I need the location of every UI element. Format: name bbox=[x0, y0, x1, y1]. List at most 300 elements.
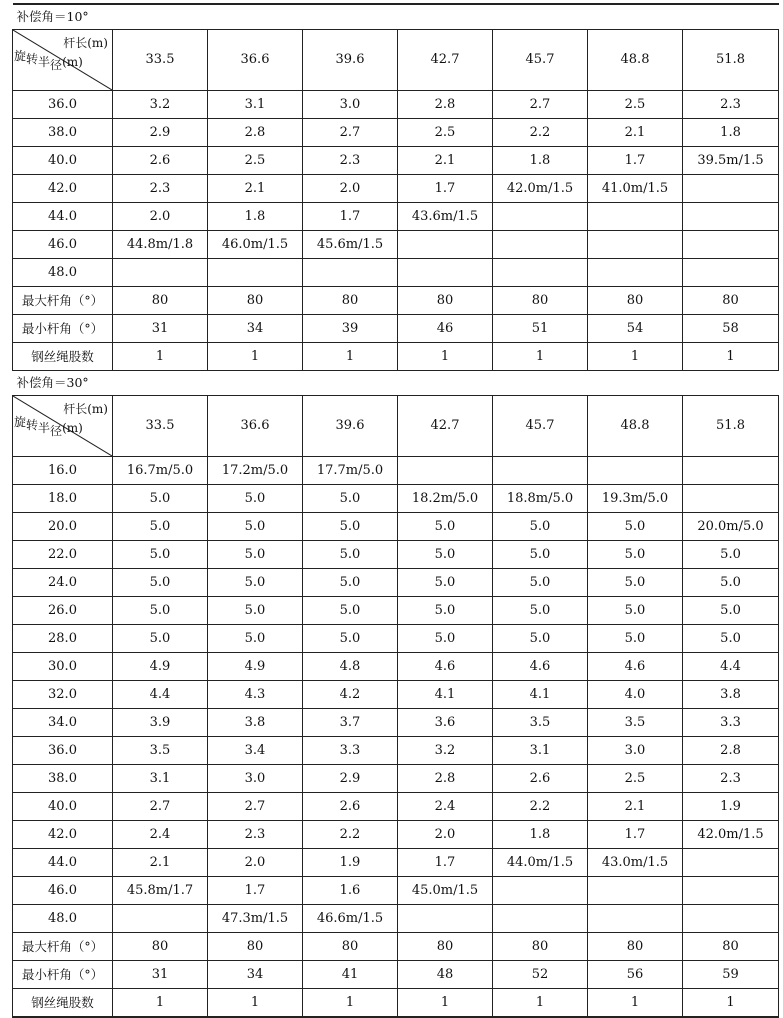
load-cell: 3.5 bbox=[493, 709, 588, 737]
load-cell: 2.6 bbox=[303, 793, 398, 821]
load-cell: 2.8 bbox=[208, 119, 303, 147]
footer-value: 80 bbox=[493, 287, 588, 315]
pole-length-header: 45.7 bbox=[493, 30, 588, 91]
load-cell bbox=[683, 485, 779, 513]
load-cell bbox=[113, 905, 208, 933]
footer-row bbox=[13, 315, 779, 343]
load-cell: 2.0 bbox=[398, 821, 493, 849]
pole-length-header: 51.8 bbox=[683, 396, 779, 457]
load-cell: 3.7 bbox=[303, 709, 398, 737]
load-cell bbox=[588, 231, 683, 259]
load-cell: 3.1 bbox=[113, 765, 208, 793]
load-cell bbox=[493, 259, 588, 287]
footer-value: 41 bbox=[303, 961, 398, 989]
load-cell: 17.7m/5.0 bbox=[303, 457, 398, 485]
load-cell bbox=[493, 877, 588, 905]
footer-value: 80 bbox=[208, 933, 303, 961]
load-cell: 2.2 bbox=[493, 793, 588, 821]
load-cell: 5.0 bbox=[303, 625, 398, 653]
load-cell: 19.3m/5.0 bbox=[588, 485, 683, 513]
footer-value: 1 bbox=[208, 989, 303, 1018]
footer-value: 80 bbox=[588, 287, 683, 315]
footer-value: 80 bbox=[113, 287, 208, 315]
pole-length-header-row bbox=[13, 396, 779, 457]
pole-length-header: 42.7 bbox=[398, 396, 493, 457]
load-cell bbox=[493, 203, 588, 231]
load-cell bbox=[398, 457, 493, 485]
load-cell: 3.6 bbox=[398, 709, 493, 737]
load-cell: 5.0 bbox=[303, 569, 398, 597]
footer-value: 39 bbox=[303, 315, 398, 343]
load-cell: 1.8 bbox=[683, 119, 779, 147]
footer-value: 48 bbox=[398, 961, 493, 989]
rotation-radius-char: 径 bbox=[50, 424, 63, 438]
load-cell: 5.0 bbox=[493, 569, 588, 597]
load-cell: 1.7 bbox=[208, 877, 303, 905]
table-row bbox=[13, 485, 779, 513]
load-cell: 2.9 bbox=[303, 765, 398, 793]
load-cell: 5.0 bbox=[683, 569, 779, 597]
load-cell: 4.6 bbox=[588, 653, 683, 681]
pole-length-header: 39.6 bbox=[303, 396, 398, 457]
load-cell: 4.3 bbox=[208, 681, 303, 709]
load-cell: 3.5 bbox=[113, 737, 208, 765]
load-cell bbox=[683, 203, 779, 231]
rotation-radius-cell: 24.0 bbox=[13, 569, 113, 597]
load-cell: 18.8m/5.0 bbox=[493, 485, 588, 513]
load-cell: 4.0 bbox=[588, 681, 683, 709]
load-cell: 1.7 bbox=[303, 203, 398, 231]
diagonal-header-cell bbox=[13, 396, 113, 457]
table-row bbox=[13, 147, 779, 175]
load-cell: 5.0 bbox=[113, 513, 208, 541]
footer-value: 1 bbox=[113, 343, 208, 371]
footer-value: 46 bbox=[398, 315, 493, 343]
footer-label: 最小杆角（°） bbox=[13, 961, 113, 989]
load-cell: 4.8 bbox=[303, 653, 398, 681]
load-cell: 2.4 bbox=[113, 821, 208, 849]
load-cell: 5.0 bbox=[208, 513, 303, 541]
load-cell: 41.0m/1.5 bbox=[588, 175, 683, 203]
table-row bbox=[13, 569, 779, 597]
rotation-radius-cell: 32.0 bbox=[13, 681, 113, 709]
rotation-radius-cell: 18.0 bbox=[13, 485, 113, 513]
load-cell: 3.8 bbox=[208, 709, 303, 737]
footer-value: 80 bbox=[113, 933, 208, 961]
load-cell bbox=[493, 457, 588, 485]
load-cell: 4.2 bbox=[303, 681, 398, 709]
load-cell bbox=[588, 203, 683, 231]
rotation-radius-cell: 36.0 bbox=[13, 737, 113, 765]
footer-row bbox=[13, 343, 779, 371]
load-cell: 2.7 bbox=[493, 91, 588, 119]
load-cell: 2.3 bbox=[303, 147, 398, 175]
footer-value: 52 bbox=[493, 961, 588, 989]
footer-value: 1 bbox=[493, 343, 588, 371]
load-cell: 5.0 bbox=[683, 625, 779, 653]
rotation-radius-char: 旋 bbox=[14, 415, 27, 429]
load-cell: 3.3 bbox=[303, 737, 398, 765]
load-cell: 2.3 bbox=[683, 765, 779, 793]
load-cell: 3.2 bbox=[398, 737, 493, 765]
load-cell bbox=[398, 905, 493, 933]
load-cell: 2.1 bbox=[588, 793, 683, 821]
footer-value: 51 bbox=[493, 315, 588, 343]
footer-value: 80 bbox=[303, 287, 398, 315]
load-cell bbox=[588, 457, 683, 485]
footer-value: 1 bbox=[493, 989, 588, 1018]
footer-value: 34 bbox=[208, 961, 303, 989]
table-row bbox=[13, 905, 779, 933]
load-cell bbox=[588, 877, 683, 905]
load-cell: 1.9 bbox=[303, 849, 398, 877]
table-row bbox=[13, 821, 779, 849]
load-cell: 3.0 bbox=[208, 765, 303, 793]
pole-length-header: 51.8 bbox=[683, 30, 779, 91]
load-cell: 1.7 bbox=[398, 175, 493, 203]
load-cell: 5.0 bbox=[398, 597, 493, 625]
load-cell: 5.0 bbox=[113, 625, 208, 653]
pole-length-header: 39.6 bbox=[303, 30, 398, 91]
load-cell bbox=[493, 231, 588, 259]
load-cell: 3.2 bbox=[113, 91, 208, 119]
load-cell: 4.9 bbox=[208, 653, 303, 681]
footer-value: 1 bbox=[303, 343, 398, 371]
load-cell: 2.1 bbox=[588, 119, 683, 147]
load-cell: 1.8 bbox=[493, 821, 588, 849]
load-cell: 2.0 bbox=[208, 849, 303, 877]
load-cell: 43.6m/1.5 bbox=[398, 203, 493, 231]
footer-value: 1 bbox=[398, 989, 493, 1018]
load-cell: 5.0 bbox=[683, 597, 779, 625]
load-cell: 2.1 bbox=[113, 849, 208, 877]
load-cell bbox=[683, 457, 779, 485]
load-cell: 2.5 bbox=[588, 91, 683, 119]
load-cell: 42.0m/1.5 bbox=[493, 175, 588, 203]
load-cell: 5.0 bbox=[113, 541, 208, 569]
load-cell: 2.3 bbox=[113, 175, 208, 203]
load-cell bbox=[303, 259, 398, 287]
load-cell: 5.0 bbox=[493, 597, 588, 625]
load-cell: 5.0 bbox=[208, 541, 303, 569]
load-cell bbox=[113, 259, 208, 287]
pole-length-header: 48.8 bbox=[588, 30, 683, 91]
load-cell: 3.3 bbox=[683, 709, 779, 737]
rotation-radius-cell: 40.0 bbox=[13, 793, 113, 821]
load-cell: 2.6 bbox=[493, 765, 588, 793]
load-cell: 1.6 bbox=[303, 877, 398, 905]
load-cell: 5.0 bbox=[493, 625, 588, 653]
load-cell: 3.0 bbox=[588, 737, 683, 765]
load-cell: 5.0 bbox=[113, 485, 208, 513]
rotation-radius-label bbox=[14, 415, 83, 438]
load-cell bbox=[683, 877, 779, 905]
load-cell: 1.9 bbox=[683, 793, 779, 821]
load-cell: 3.4 bbox=[208, 737, 303, 765]
rotation-radius-char: 半 bbox=[38, 421, 51, 435]
table-row bbox=[13, 681, 779, 709]
load-cell bbox=[398, 231, 493, 259]
footer-value: 80 bbox=[683, 933, 779, 961]
load-cell: 5.0 bbox=[303, 485, 398, 513]
rotation-radius-cell: 40.0 bbox=[13, 147, 113, 175]
load-cell: 5.0 bbox=[398, 569, 493, 597]
load-cell: 2.3 bbox=[683, 91, 779, 119]
load-cell: 4.4 bbox=[683, 653, 779, 681]
rotation-radius-cell: 46.0 bbox=[13, 231, 113, 259]
load-cell bbox=[683, 849, 779, 877]
load-cell: 5.0 bbox=[493, 513, 588, 541]
load-cell: 4.1 bbox=[398, 681, 493, 709]
rotation-radius-cell: 38.0 bbox=[13, 119, 113, 147]
load-cell: 4.6 bbox=[398, 653, 493, 681]
load-cell: 5.0 bbox=[398, 513, 493, 541]
footer-row bbox=[13, 961, 779, 989]
load-cell: 5.0 bbox=[398, 541, 493, 569]
load-cell bbox=[398, 259, 493, 287]
load-cell: 5.0 bbox=[113, 597, 208, 625]
load-cell: 39.5m/1.5 bbox=[683, 147, 779, 175]
table-row bbox=[13, 625, 779, 653]
load-cell: 17.2m/5.0 bbox=[208, 457, 303, 485]
load-cell: 45.6m/1.5 bbox=[303, 231, 398, 259]
footer-value: 1 bbox=[398, 343, 493, 371]
footer-value: 80 bbox=[588, 933, 683, 961]
footer-value: 56 bbox=[588, 961, 683, 989]
footer-value: 31 bbox=[113, 961, 208, 989]
load-cell: 43.0m/1.5 bbox=[588, 849, 683, 877]
load-cell: 5.0 bbox=[303, 541, 398, 569]
load-cell: 2.2 bbox=[303, 821, 398, 849]
load-cell: 4.6 bbox=[493, 653, 588, 681]
load-cell: 2.1 bbox=[398, 147, 493, 175]
footer-value: 80 bbox=[208, 287, 303, 315]
rotation-radius-cell: 44.0 bbox=[13, 849, 113, 877]
rotation-radius-unit: (m) bbox=[62, 55, 83, 69]
rotation-radius-cell: 34.0 bbox=[13, 709, 113, 737]
footer-value: 1 bbox=[303, 989, 398, 1018]
pole-length-label: 杆长(m) bbox=[63, 402, 108, 416]
table-row bbox=[13, 653, 779, 681]
load-cell: 18.2m/5.0 bbox=[398, 485, 493, 513]
rotation-radius-cell: 36.0 bbox=[13, 91, 113, 119]
load-cell bbox=[588, 259, 683, 287]
rotation-radius-cell: 38.0 bbox=[13, 765, 113, 793]
load-cell bbox=[683, 175, 779, 203]
pole-length-header: 48.8 bbox=[588, 396, 683, 457]
section-caption-row bbox=[13, 4, 779, 30]
footer-label: 最大杆角（°） bbox=[13, 933, 113, 961]
load-cell: 2.7 bbox=[208, 793, 303, 821]
pole-length-header: 33.5 bbox=[113, 30, 208, 91]
load-cell: 1.8 bbox=[208, 203, 303, 231]
footer-value: 31 bbox=[113, 315, 208, 343]
rotation-radius-char: 半 bbox=[38, 55, 51, 69]
load-cell: 3.1 bbox=[208, 91, 303, 119]
table-row bbox=[13, 119, 779, 147]
load-cell bbox=[493, 905, 588, 933]
load-cell bbox=[683, 905, 779, 933]
rotation-radius-unit: (m) bbox=[62, 421, 83, 435]
load-cell: 4.4 bbox=[113, 681, 208, 709]
footer-value: 1 bbox=[683, 343, 779, 371]
footer-row bbox=[13, 933, 779, 961]
footer-value: 80 bbox=[493, 933, 588, 961]
footer-row bbox=[13, 287, 779, 315]
pole-length-header: 42.7 bbox=[398, 30, 493, 91]
load-cell: 45.8m/1.7 bbox=[113, 877, 208, 905]
pole-length-label: 杆长(m) bbox=[63, 36, 108, 50]
load-cell: 2.9 bbox=[113, 119, 208, 147]
footer-label: 钢丝绳股数 bbox=[13, 989, 113, 1018]
table-row bbox=[13, 737, 779, 765]
footer-label: 钢丝绳股数 bbox=[13, 343, 113, 371]
rotation-radius-cell: 28.0 bbox=[13, 625, 113, 653]
footer-value: 1 bbox=[208, 343, 303, 371]
load-cell: 2.8 bbox=[398, 91, 493, 119]
load-cell: 5.0 bbox=[398, 625, 493, 653]
load-cell: 5.0 bbox=[588, 513, 683, 541]
rotation-radius-label bbox=[14, 49, 83, 72]
rotation-radius-char: 旋 bbox=[14, 49, 27, 63]
load-cell: 5.0 bbox=[208, 485, 303, 513]
rotation-radius-cell: 42.0 bbox=[13, 821, 113, 849]
pole-length-header-row bbox=[13, 30, 779, 91]
rotation-radius-cell: 46.0 bbox=[13, 877, 113, 905]
load-cell: 44.0m/1.5 bbox=[493, 849, 588, 877]
rotation-radius-char: 径 bbox=[50, 58, 63, 72]
load-cell: 1.7 bbox=[588, 147, 683, 175]
load-cell: 2.5 bbox=[398, 119, 493, 147]
load-cell: 1.7 bbox=[398, 849, 493, 877]
footer-value: 59 bbox=[683, 961, 779, 989]
load-cell: 3.8 bbox=[683, 681, 779, 709]
load-cell: 2.3 bbox=[208, 821, 303, 849]
load-cell: 47.3m/1.5 bbox=[208, 905, 303, 933]
load-cell: 3.1 bbox=[493, 737, 588, 765]
load-cell: 5.0 bbox=[113, 569, 208, 597]
rotation-radius-char: 转 bbox=[26, 52, 39, 66]
rotation-radius-cell: 48.0 bbox=[13, 259, 113, 287]
load-chart-table bbox=[12, 3, 779, 1018]
table-row bbox=[13, 541, 779, 569]
load-cell: 2.5 bbox=[208, 147, 303, 175]
load-cell: 2.7 bbox=[303, 119, 398, 147]
table-row bbox=[13, 513, 779, 541]
table-row bbox=[13, 793, 779, 821]
load-cell: 5.0 bbox=[588, 541, 683, 569]
load-chart-sheet bbox=[12, 3, 778, 1018]
footer-value: 80 bbox=[398, 933, 493, 961]
rotation-radius-cell: 16.0 bbox=[13, 457, 113, 485]
load-cell bbox=[588, 905, 683, 933]
load-cell bbox=[683, 259, 779, 287]
load-cell: 5.0 bbox=[588, 569, 683, 597]
load-cell: 5.0 bbox=[588, 597, 683, 625]
load-cell: 5.0 bbox=[303, 513, 398, 541]
rotation-radius-cell: 42.0 bbox=[13, 175, 113, 203]
table-row bbox=[13, 877, 779, 905]
footer-value: 34 bbox=[208, 315, 303, 343]
table-row bbox=[13, 709, 779, 737]
pole-length-header: 36.6 bbox=[208, 396, 303, 457]
load-cell: 5.0 bbox=[208, 569, 303, 597]
footer-label: 最大杆角（°） bbox=[13, 287, 113, 315]
footer-value: 80 bbox=[398, 287, 493, 315]
table-row bbox=[13, 91, 779, 119]
section-caption-row bbox=[13, 371, 779, 396]
load-cell: 2.4 bbox=[398, 793, 493, 821]
load-cell: 2.8 bbox=[683, 737, 779, 765]
load-cell: 3.5 bbox=[588, 709, 683, 737]
diagonal-header-cell bbox=[13, 30, 113, 91]
footer-value: 58 bbox=[683, 315, 779, 343]
footer-value: 80 bbox=[683, 287, 779, 315]
rotation-radius-cell: 44.0 bbox=[13, 203, 113, 231]
footer-label: 最小杆角（°） bbox=[13, 315, 113, 343]
footer-value: 1 bbox=[588, 989, 683, 1018]
rotation-radius-cell: 48.0 bbox=[13, 905, 113, 933]
load-cell: 45.0m/1.5 bbox=[398, 877, 493, 905]
load-cell: 2.1 bbox=[208, 175, 303, 203]
table-row bbox=[13, 231, 779, 259]
load-cell: 5.0 bbox=[303, 597, 398, 625]
rotation-radius-cell: 20.0 bbox=[13, 513, 113, 541]
footer-row bbox=[13, 989, 779, 1018]
footer-value: 1 bbox=[683, 989, 779, 1018]
load-cell: 2.0 bbox=[303, 175, 398, 203]
load-cell: 16.7m/5.0 bbox=[113, 457, 208, 485]
load-cell: 5.0 bbox=[588, 625, 683, 653]
load-cell: 4.1 bbox=[493, 681, 588, 709]
load-cell: 2.0 bbox=[113, 203, 208, 231]
table-row bbox=[13, 203, 779, 231]
load-cell: 2.5 bbox=[588, 765, 683, 793]
rotation-radius-cell: 30.0 bbox=[13, 653, 113, 681]
pole-length-header: 33.5 bbox=[113, 396, 208, 457]
table-row bbox=[13, 175, 779, 203]
load-cell: 2.2 bbox=[493, 119, 588, 147]
pole-length-header: 36.6 bbox=[208, 30, 303, 91]
load-cell: 5.0 bbox=[493, 541, 588, 569]
section-caption: 补偿角＝10° bbox=[13, 4, 779, 30]
load-cell: 2.8 bbox=[398, 765, 493, 793]
load-cell: 46.0m/1.5 bbox=[208, 231, 303, 259]
load-cell: 5.0 bbox=[208, 625, 303, 653]
load-cell: 2.7 bbox=[113, 793, 208, 821]
pole-length-header: 45.7 bbox=[493, 396, 588, 457]
load-cell: 42.0m/1.5 bbox=[683, 821, 779, 849]
load-cell: 46.6m/1.5 bbox=[303, 905, 398, 933]
load-cell: 2.6 bbox=[113, 147, 208, 175]
load-cell: 20.0m/5.0 bbox=[683, 513, 779, 541]
section-caption: 补偿角＝30° bbox=[13, 371, 779, 396]
footer-value: 1 bbox=[588, 343, 683, 371]
table-row bbox=[13, 849, 779, 877]
table-row bbox=[13, 457, 779, 485]
table-row bbox=[13, 259, 779, 287]
rotation-radius-cell: 26.0 bbox=[13, 597, 113, 625]
table-row bbox=[13, 765, 779, 793]
load-cell: 44.8m/1.8 bbox=[113, 231, 208, 259]
load-cell: 3.9 bbox=[113, 709, 208, 737]
footer-value: 54 bbox=[588, 315, 683, 343]
rotation-radius-char: 转 bbox=[26, 418, 39, 432]
load-cell: 1.8 bbox=[493, 147, 588, 175]
load-cell bbox=[683, 231, 779, 259]
load-cell: 1.7 bbox=[588, 821, 683, 849]
footer-value: 80 bbox=[303, 933, 398, 961]
